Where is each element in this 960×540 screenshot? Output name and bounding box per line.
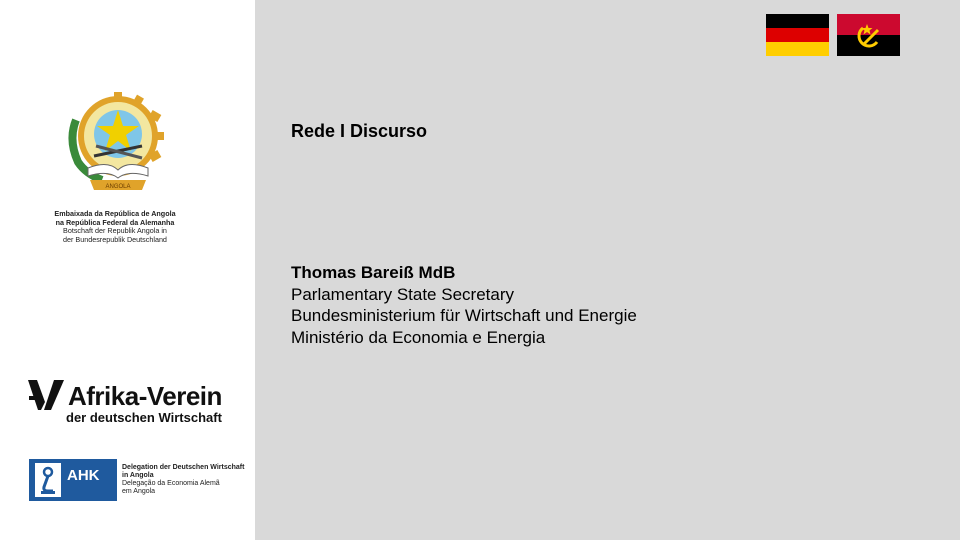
microscope-icon [35, 463, 61, 497]
ahk-line-4: em Angola [122, 488, 156, 495]
speaker-ministry-pt: Ministério da Economia e Energia [291, 327, 546, 347]
ahk-line-3: Delegação da Economia Alemã [122, 480, 220, 487]
embassy-line-1: Embaixada da República de Angola [54, 209, 176, 218]
ahk-brand-box [29, 459, 117, 501]
germany-flag-icon [766, 14, 829, 56]
embassy-line-3: Botschaft der Republik Angola in [63, 226, 167, 236]
embassy-caption [30, 210, 200, 244]
ahk-logo [29, 459, 255, 501]
speaker-ministry-de: Bundesministerium für Wirtschaft und Energie [291, 306, 637, 325]
speaker-name: Thomas Bareiß MdB [291, 263, 456, 282]
ahk-line-1: Delegation der Deutschen Wirtschaft [122, 464, 245, 471]
emblem-banner-text: ANGOLA [105, 184, 131, 190]
speaker-role: Parlamentary State Secretary [291, 284, 514, 304]
ahk-label: AHK [67, 467, 100, 484]
ahk-line-2: in Angola [122, 472, 154, 479]
embassy-line-4: der Bundesrepublik Deutschland [63, 234, 167, 244]
afrika-verein-mark-icon [28, 380, 64, 410]
afrika-verein-title: Afrika-Verein [68, 381, 222, 411]
ahk-caption [122, 464, 257, 496]
angola-coat-of-arms-icon [62, 90, 164, 194]
speaker-block [291, 262, 637, 348]
slide-heading: Rede I Discurso [291, 121, 428, 141]
angola-flag-icon [837, 14, 900, 56]
afrika-verein-logo [28, 378, 238, 430]
left-logo-panel [0, 0, 255, 540]
embassy-line-2: na República Federal da Alemanha [55, 217, 175, 227]
afrika-verein-subtitle: der deutschen Wirtschaft [66, 410, 222, 425]
